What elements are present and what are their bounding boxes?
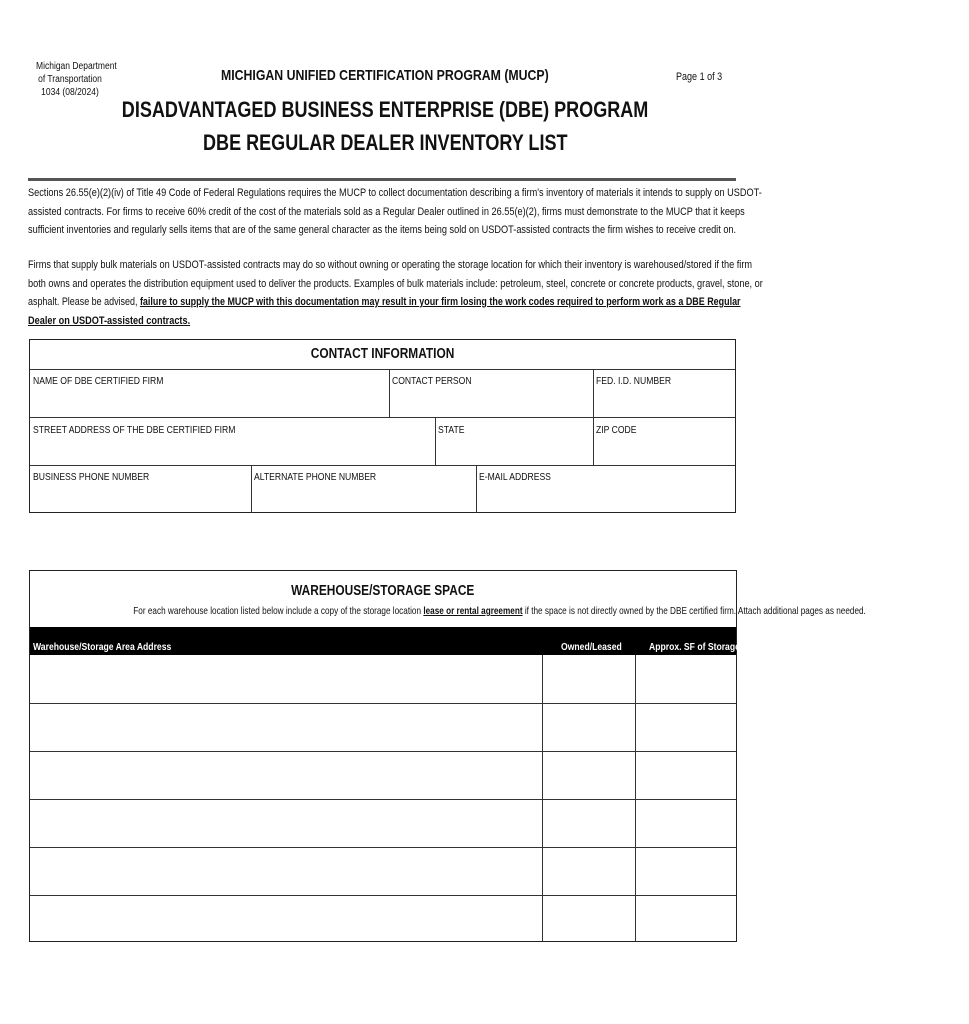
address-cell[interactable] <box>30 800 542 847</box>
firm-name-field[interactable]: NAME OF DBE CERTIFIED FIRM <box>33 375 164 387</box>
intro-p1-line: sufficient inventories and regularly sells items that are of the same general character as the items being sold on USDOT-assisted contracts the firm wishes to receive credit on. <box>28 224 737 236</box>
business-phone-field[interactable]: BUSINESS PHONE NUMBER <box>33 471 150 483</box>
table-row <box>30 799 736 847</box>
program-name: MICHIGAN UNIFIED CERTIFICATION PROGRAM (MUCP) <box>221 67 549 84</box>
column-divider <box>593 369 594 417</box>
department-name-line1: Michigan Department <box>36 61 117 72</box>
storage-sf-cell[interactable] <box>635 704 736 751</box>
owned-leased-cell[interactable] <box>542 704 636 751</box>
form-number: 1034 (08/2024) <box>41 87 99 98</box>
owned-leased-cell[interactable] <box>542 655 636 703</box>
intro-p1-line: Sections 26.55(e)(2)(iv) of Title 49 Code of Federal Regulations requires the MUCP to collect documentation describing a firm's inventory of materials it intends to supply on USDOT- <box>28 187 762 199</box>
warehouse-storage-section <box>29 570 866 942</box>
form-subtitle: DBE REGULAR DEALER INVENTORY LIST <box>202 130 568 155</box>
intro-p2-line: both owns and operates the distribution equipment used to deliver the products. Examples of bulk materials include: petroleum, steel, concrete or concrete products, gravel, stone, or <box>28 277 763 290</box>
column-divider <box>435 417 436 465</box>
owned-leased-cell[interactable] <box>542 848 636 895</box>
row-divider <box>30 417 735 418</box>
intro-p2-warning-end: Dealer on USDOT-assisted contracts. <box>28 314 191 327</box>
lease-agreement-emphasis: lease or rental agreement <box>423 605 523 617</box>
table-row <box>30 751 736 799</box>
intro-p2-line: Firms that supply bulk materials on USDOT-assisted contracts may do so without owning or operating the storage location for which their inventory is warehoused/stored if the firm <box>28 259 753 271</box>
page-number: Page 1 of 3 <box>676 71 723 83</box>
warehouse-instructions: For each warehouse location listed below include a copy of the storage location lease or rental agreement if the space is not directly owned by the DBE certified firm. Attach additional pages as needed. <box>133 605 866 617</box>
column-divider <box>476 465 477 513</box>
department-name-line2: of Transportation <box>38 74 102 85</box>
intro-paragraph-1 <box>28 184 762 240</box>
alternate-phone-field[interactable]: ALTERNATE PHONE NUMBER <box>254 471 377 483</box>
owned-leased-cell[interactable] <box>542 800 636 847</box>
intro-p2-warning: failure to supply the MUCP with this documentation may result in your firm losing the work codes required to perform work as a DBE Regular <box>139 296 741 308</box>
storage-sf-cell[interactable] <box>635 896 736 941</box>
table-row <box>30 847 736 895</box>
contact-section-title: CONTACT INFORMATION <box>310 346 455 362</box>
column-divider <box>389 369 390 417</box>
address-cell[interactable] <box>30 848 542 895</box>
address-cell[interactable] <box>30 752 542 799</box>
column-divider <box>593 417 594 465</box>
contact-person-field[interactable]: CONTACT PERSON <box>392 375 472 387</box>
storage-sf-cell[interactable] <box>635 848 736 895</box>
table-row <box>30 895 736 941</box>
fed-id-field[interactable]: FED. I.D. NUMBER <box>596 375 672 387</box>
contact-information-section <box>29 339 736 513</box>
owned-leased-cell[interactable] <box>542 896 636 941</box>
storage-sf-cell[interactable] <box>635 800 736 847</box>
street-address-field[interactable]: STREET ADDRESS OF THE DBE CERTIFIED FIRM <box>33 424 236 436</box>
warehouse-table-header: Warehouse/Storage Area Address Owned/Leased Approx. SF of Storage <box>30 627 736 655</box>
address-cell[interactable] <box>30 896 542 941</box>
address-cell[interactable] <box>30 655 542 703</box>
intro-p2-plain: asphalt. Please be advised, <box>28 296 140 308</box>
storage-sf-cell[interactable] <box>635 655 736 703</box>
zip-code-field[interactable]: ZIP CODE <box>596 424 637 436</box>
storage-sf-cell[interactable] <box>635 752 736 799</box>
state-field[interactable]: STATE <box>438 424 465 436</box>
intro-p2-line <box>28 293 741 312</box>
row-divider <box>30 369 735 370</box>
intro-paragraph-2 <box>28 256 763 330</box>
email-field[interactable]: E-MAIL ADDRESS <box>479 471 551 483</box>
row-divider <box>30 465 735 466</box>
table-row <box>30 655 736 703</box>
form-title: DISADVANTAGED BUSINESS ENTERPRISE (DBE) PROGRAM <box>121 97 649 122</box>
address-cell[interactable] <box>30 704 542 751</box>
header-divider <box>28 178 736 181</box>
intro-p2-line <box>28 312 609 331</box>
owned-leased-cell[interactable] <box>542 752 636 799</box>
intro-p1-line: assisted contracts. For firms to receive 60% credit of the cost of the materials sold as a Regular Dealer outlined in 26.55(e)(2), firms must demonstrate to the MUCP that it keeps <box>28 205 745 218</box>
column-divider <box>251 465 252 513</box>
table-row <box>30 703 736 751</box>
warehouse-section-title: WAREHOUSE/STORAGE SPACE <box>291 583 475 599</box>
